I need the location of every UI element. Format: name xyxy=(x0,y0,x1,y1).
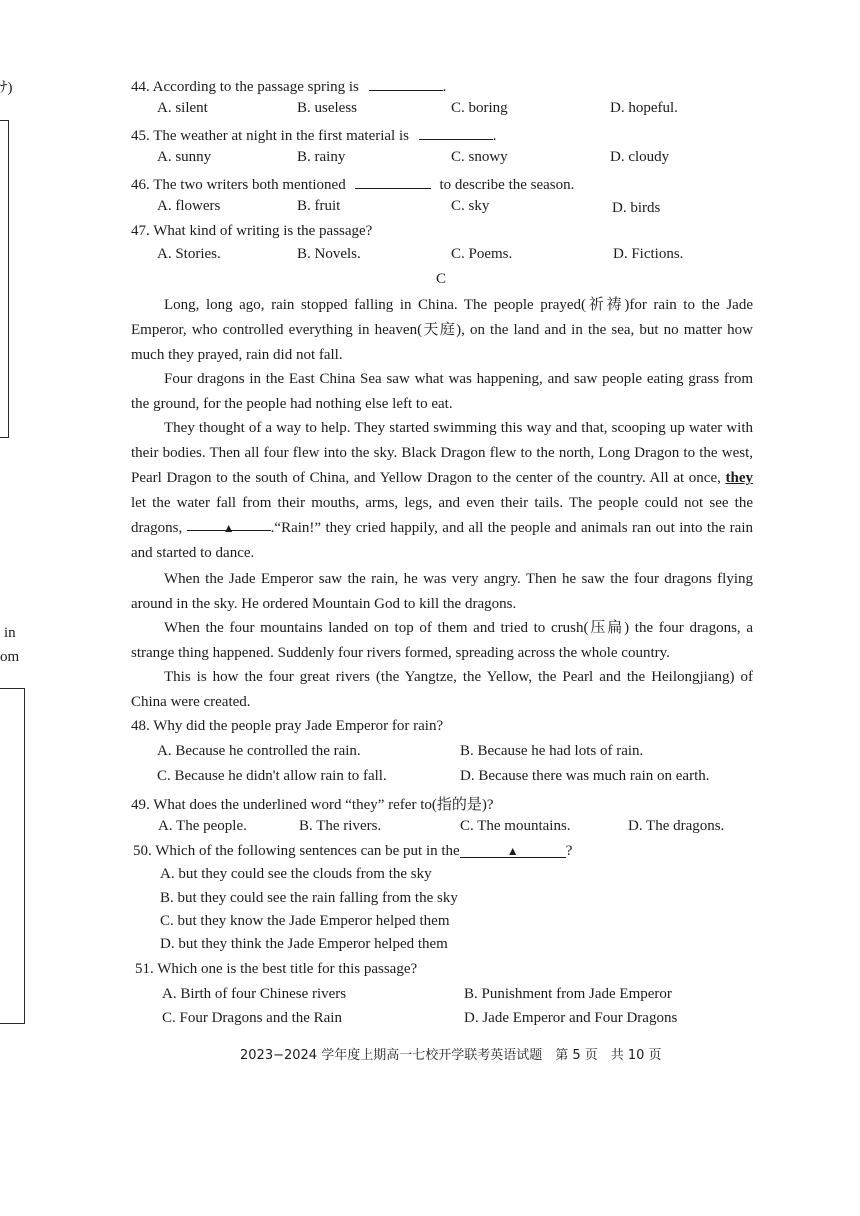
passage-paragraph-4: When the Jade Emperor saw the rain, he was very angry. Then he saw the four dragons flying around in the sky. He ordered Mountain God to kill the dragons. xyxy=(131,571,753,612)
option-a: A. flowers xyxy=(157,198,221,214)
answer-blank xyxy=(419,125,493,140)
option-b: B. Punishment from Jade Emperor xyxy=(464,986,672,1002)
triangle-marker-icon: ▲ xyxy=(222,521,235,535)
passage-paragraph-3: They thought of a way to help. They started swimming this way and that, scooping up water with their bodies. Then all four flew into the sky. Black Dragon flew to the north, Long Dragon to the west, Pearl Dragon to the south of China, and Yellow Dragon to the center of the country. All at once, they let the water fall from their mouths, arms, legs, and even their tails. The people could not see the dragons, ▲ .“Rain!” they cried happily, and all the people and animals ran out into the rain and started to dance. xyxy=(131,420,753,561)
passage-paragraph-2: Four dragons in the East China Sea saw what was happening, and saw people eating grass from the ground, for the people had nothing else left to eat. xyxy=(131,371,753,412)
option-a: A. Stories. xyxy=(157,246,221,262)
answer-blank xyxy=(460,843,566,858)
option-d: D. Fictions. xyxy=(613,246,684,262)
passage-paragraph-6: This is how the four great rivers (the Yangtze, the Yellow, the Pearl and the Heilongjiang) of China were created. xyxy=(131,669,753,710)
option-a: A. sunny xyxy=(157,149,212,165)
question-49: 49. What does the underlined word “they” refer to(指的是)? xyxy=(131,797,494,813)
question-stem: 45. The weather at night in the first material is xyxy=(131,128,409,144)
question-46: 46. The two writers both mentioned to describe the season. xyxy=(131,174,574,194)
question-50: 50. Which of the following sentences can be put in the ▲ ? xyxy=(133,843,573,859)
question-stem: 46. The two writers both mentioned xyxy=(131,177,346,193)
margin-fragment-in: in xyxy=(4,625,16,641)
underlined-they: they xyxy=(725,470,753,486)
option-d: D. birds xyxy=(612,200,661,216)
option-b: B. The rivers. xyxy=(299,818,382,834)
margin-fragment-top: ﾅ) xyxy=(0,80,13,96)
option-d: D. but they think the Jade Emperor helped them xyxy=(160,936,448,952)
passage-paragraph-1: Long, long ago, rain stopped falling in China. The people prayed(祈祷)for rain to the Jade Emperor, who controlled everything in heaven(天庭), on the land and in the sea, but no matter how much they prayed, rain did not fall. xyxy=(131,297,753,363)
passage-paragraph-5: When the four mountains landed on top of them and tried to crush(压扁) the four dragons, a strange thing happened. Suddenly four rivers formed, spreading across the whole country. xyxy=(131,620,753,661)
option-b: B. Novels. xyxy=(297,246,361,262)
option-b: B. fruit xyxy=(297,198,341,214)
option-c: C. snowy xyxy=(451,149,508,165)
margin-fragment-om: om xyxy=(0,649,20,665)
option-d: D. cloudy xyxy=(610,149,670,165)
option-d: D. hopeful. xyxy=(610,100,678,116)
option-b: B. but they could see the rain falling from the sky xyxy=(160,890,458,906)
option-d: D. Because there was much rain on earth. xyxy=(460,768,710,784)
option-a: A. Because he controlled the rain. xyxy=(157,743,361,759)
margin-bracket-top xyxy=(0,120,9,438)
question-stem: 44. According to the passage spring is xyxy=(131,79,359,95)
answer-blank xyxy=(369,76,443,91)
option-c: C. The mountains. xyxy=(460,818,571,834)
option-a: A. Birth of four Chinese rivers xyxy=(162,986,347,1002)
option-d: D. The dragons. xyxy=(628,818,725,834)
question-45: 45. The weather at night in the first material is . xyxy=(131,125,496,145)
question-stem: 50. Which of the following sentences can be put in the xyxy=(133,843,460,859)
option-d: D. Jade Emperor and Four Dragons xyxy=(464,1010,678,1026)
question-48: 48. Why did the people pray Jade Emperor for rain? xyxy=(131,718,444,734)
page-footer: 2023−2024 学年度上期高一七校开学联考英语试题 第 5 页 共 10 页 xyxy=(240,1048,662,1063)
option-a: A. silent xyxy=(157,100,208,116)
margin-bracket-bottom xyxy=(0,688,25,1024)
answer-blank xyxy=(187,516,271,535)
option-c: C. but they know the Jade Emperor helped them xyxy=(160,913,450,929)
option-c: C. boring xyxy=(451,100,508,116)
answer-blank xyxy=(355,174,431,189)
section-heading: C xyxy=(436,271,447,287)
option-b: B. rainy xyxy=(297,149,346,165)
question-44: 44. According to the passage spring is . xyxy=(131,76,446,96)
option-c: C. Four Dragons and the Rain xyxy=(162,1010,342,1026)
option-a: A. The people. xyxy=(158,818,247,834)
option-a: A. but they could see the clouds from the sky xyxy=(160,866,432,882)
option-b: B. Because he had lots of rain. xyxy=(460,743,644,759)
option-b: B. useless xyxy=(297,100,357,116)
option-c: C. Poems. xyxy=(451,246,513,262)
question-47: 47. What kind of writing is the passage? xyxy=(131,223,373,239)
option-c: C. sky xyxy=(451,198,490,214)
triangle-marker-icon: ▲ xyxy=(506,844,519,858)
question-51: 51. Which one is the best title for this passage? xyxy=(135,961,418,977)
option-c: C. Because he didn't allow rain to fall. xyxy=(157,768,387,784)
